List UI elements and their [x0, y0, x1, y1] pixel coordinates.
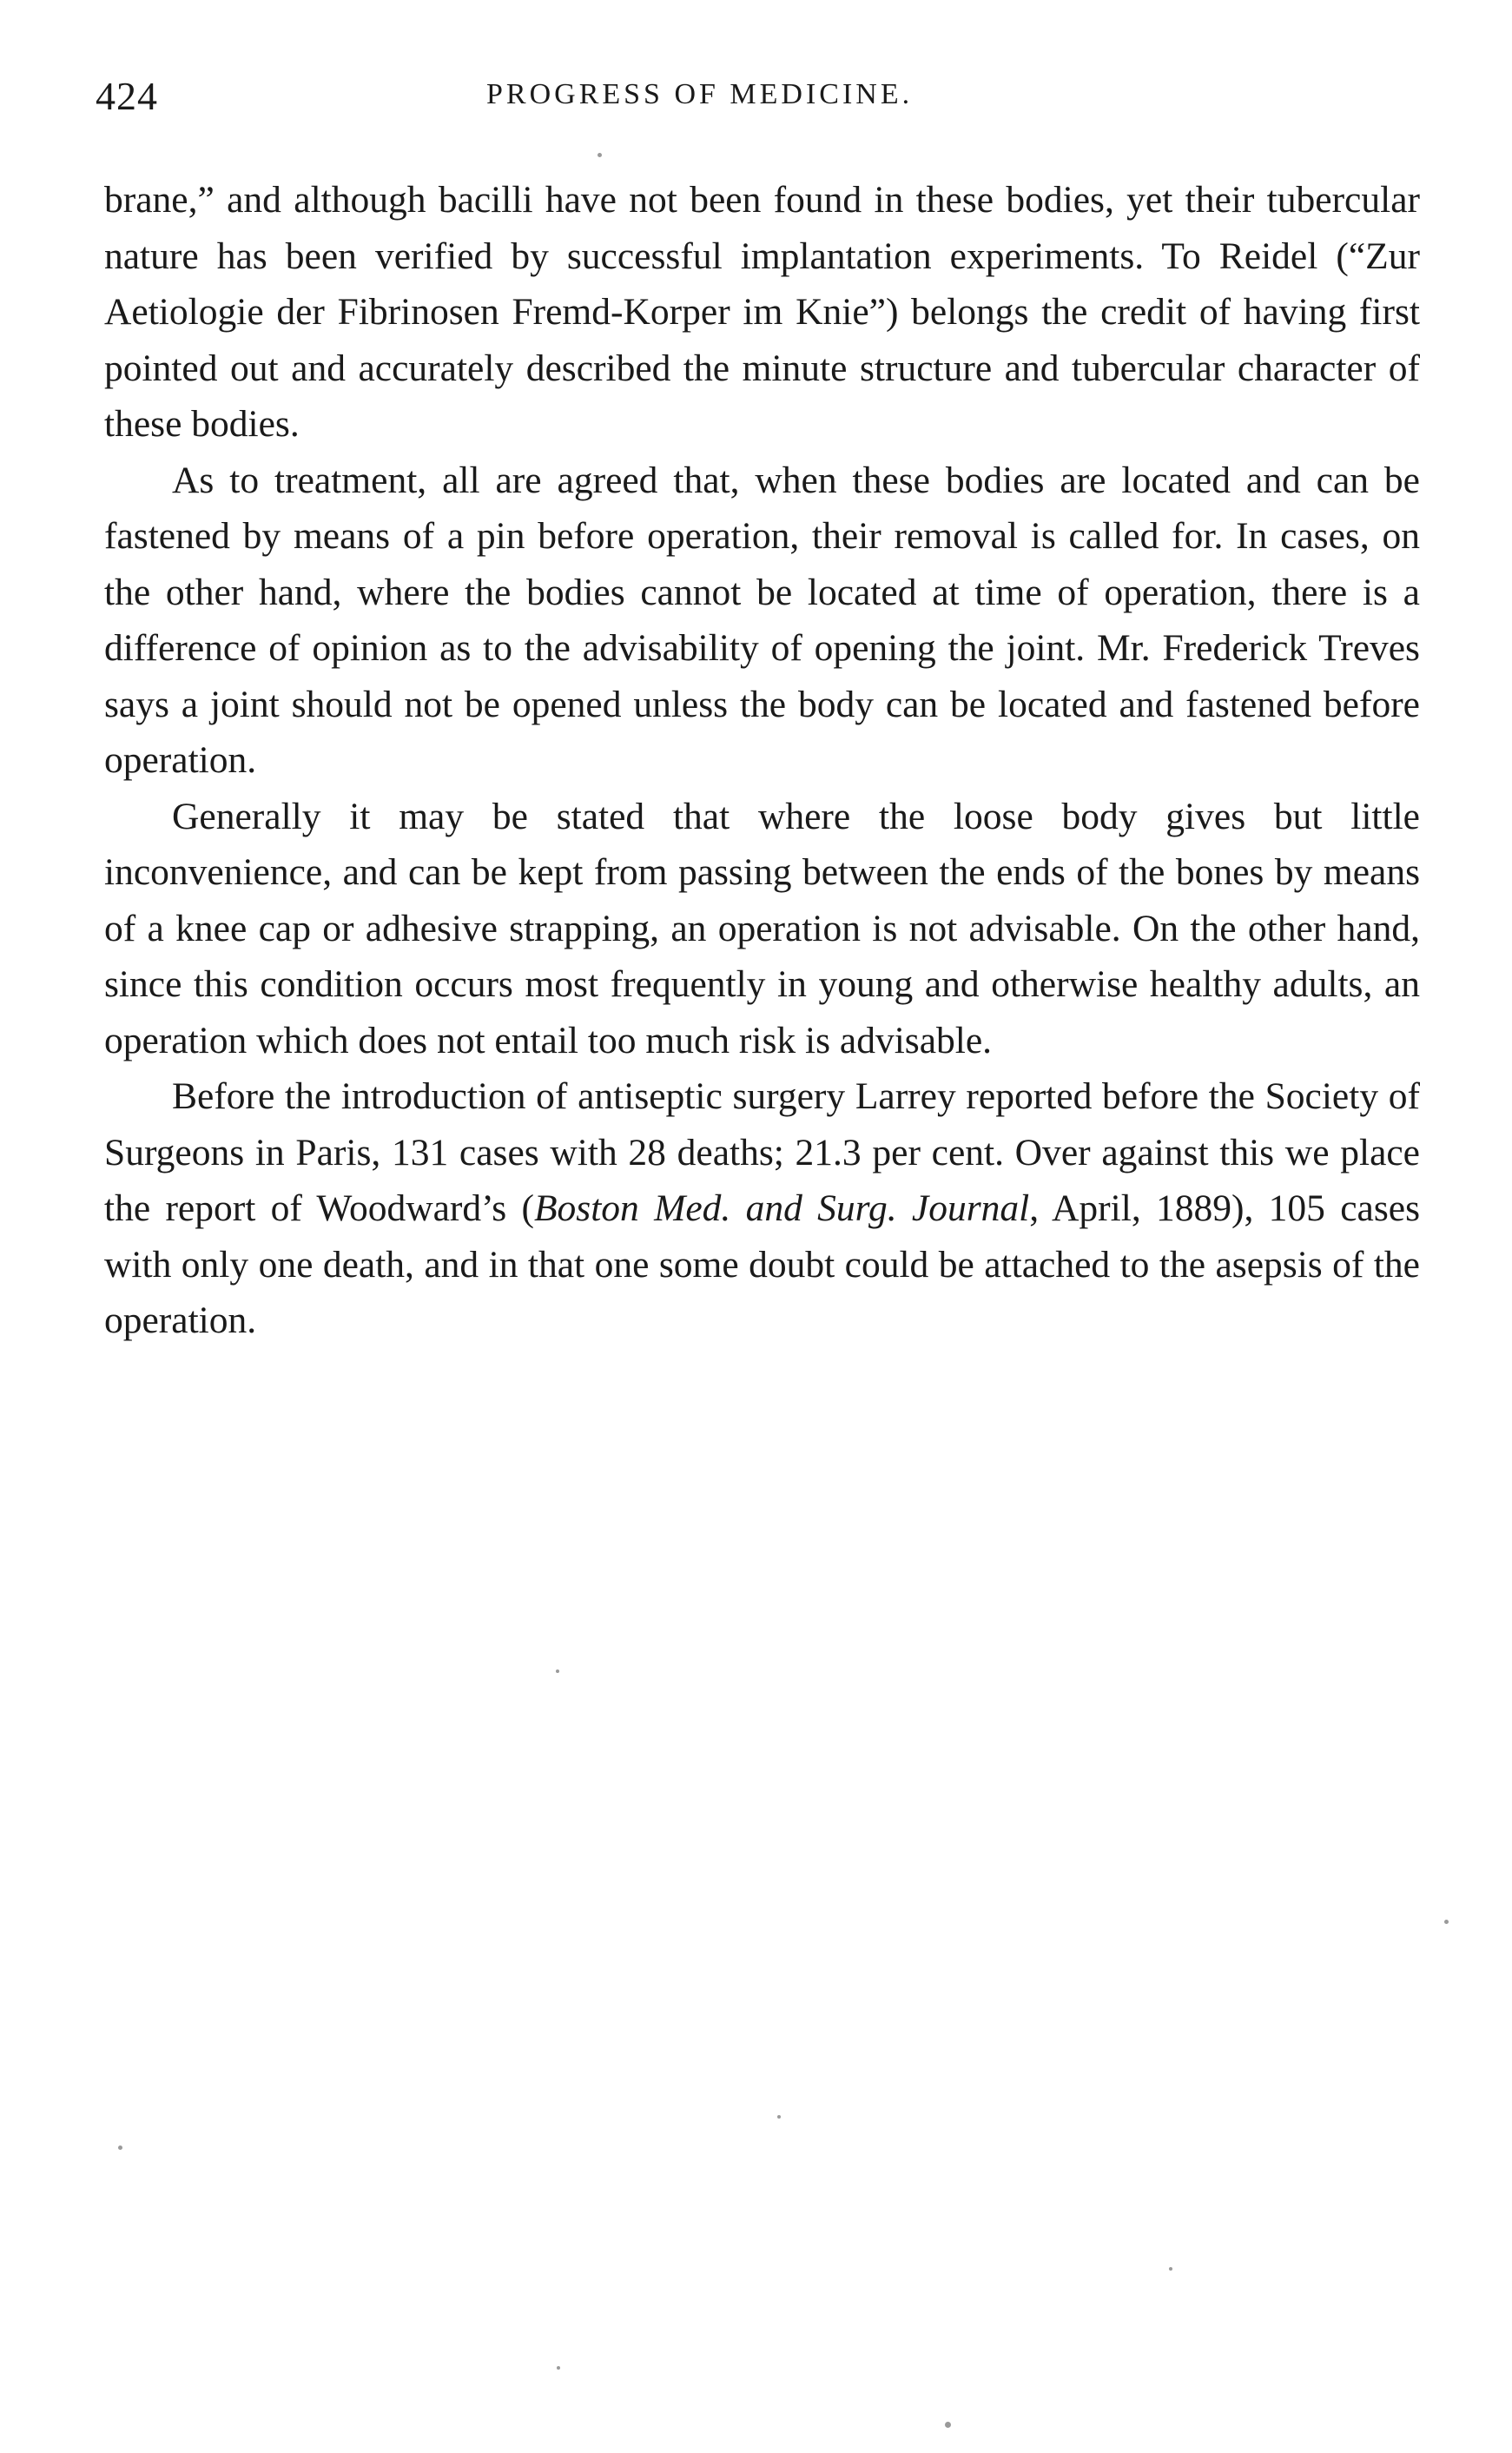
scan-speck — [118, 2146, 122, 2150]
running-head — [96, 73, 1424, 134]
statistics-text-continued: , April, 1889), 105 cases with only one death, and in that one some doubt could be attached to the asepsis of the operation. — [104, 1187, 1421, 1341]
scan-speck — [1169, 2267, 1172, 2271]
scan-speck — [777, 2115, 781, 2119]
paragraph-statistics — [104, 1068, 1420, 1349]
paragraph-advisability: Generally it may be stated that where the loose body gives but little inconvenience, and can be kept from passing between the ends of the bones by means of a knee cap or adhesive strapping, an operation is not advisable. On the other hand, since this condition occurs most frequently in young and otherwise healthy adults, an operation which does not entail too much risk is advisable. — [104, 795, 1420, 1061]
paragraph-treatment: As to treatment, all are agreed that, when these bodies are located and can be fastened by means of a pin before operation, their removal is called for. In cases, on the other hand, where the bodies cannot be located at time of operation, there is a difference of opinion as to the advisability of opening the joint. Mr. Frederick Treves says a joint should not be opened unless the body can be located and fastened before operation. — [104, 459, 1420, 781]
running-title: PROGRESS OF MEDICINE. — [486, 78, 914, 110]
body-text — [104, 172, 1420, 1349]
scan-speck — [557, 2366, 560, 2370]
scan-speck — [598, 153, 602, 157]
page-number: 424 — [96, 74, 158, 118]
scan-speck — [556, 1669, 559, 1673]
journal-citation: Boston Med. and Surg. Journal — [533, 1187, 1030, 1229]
statistics-text: Before the introduction of antiseptic surgery Larrey reported before the Society of Surgeons in Paris, 131 cases with 28 deaths; 21.3 per cent. Over against this we place the report of Woodward’s ( — [104, 1075, 1420, 1229]
paragraph-continued: brane,” and although bacilli have not been found in these bodies, yet their tubercular nature has been verified by successful implantation experiments. To Reidel (“Zur Aetiologie der Fibrinosen Fremd-Korper im Knie”) belongs the credit of having first pointed out and accurately described the minute structure and tubercular character of these bodies. — [104, 179, 1420, 445]
scan-speck — [945, 2422, 951, 2428]
scan-speck — [1444, 1920, 1449, 1924]
